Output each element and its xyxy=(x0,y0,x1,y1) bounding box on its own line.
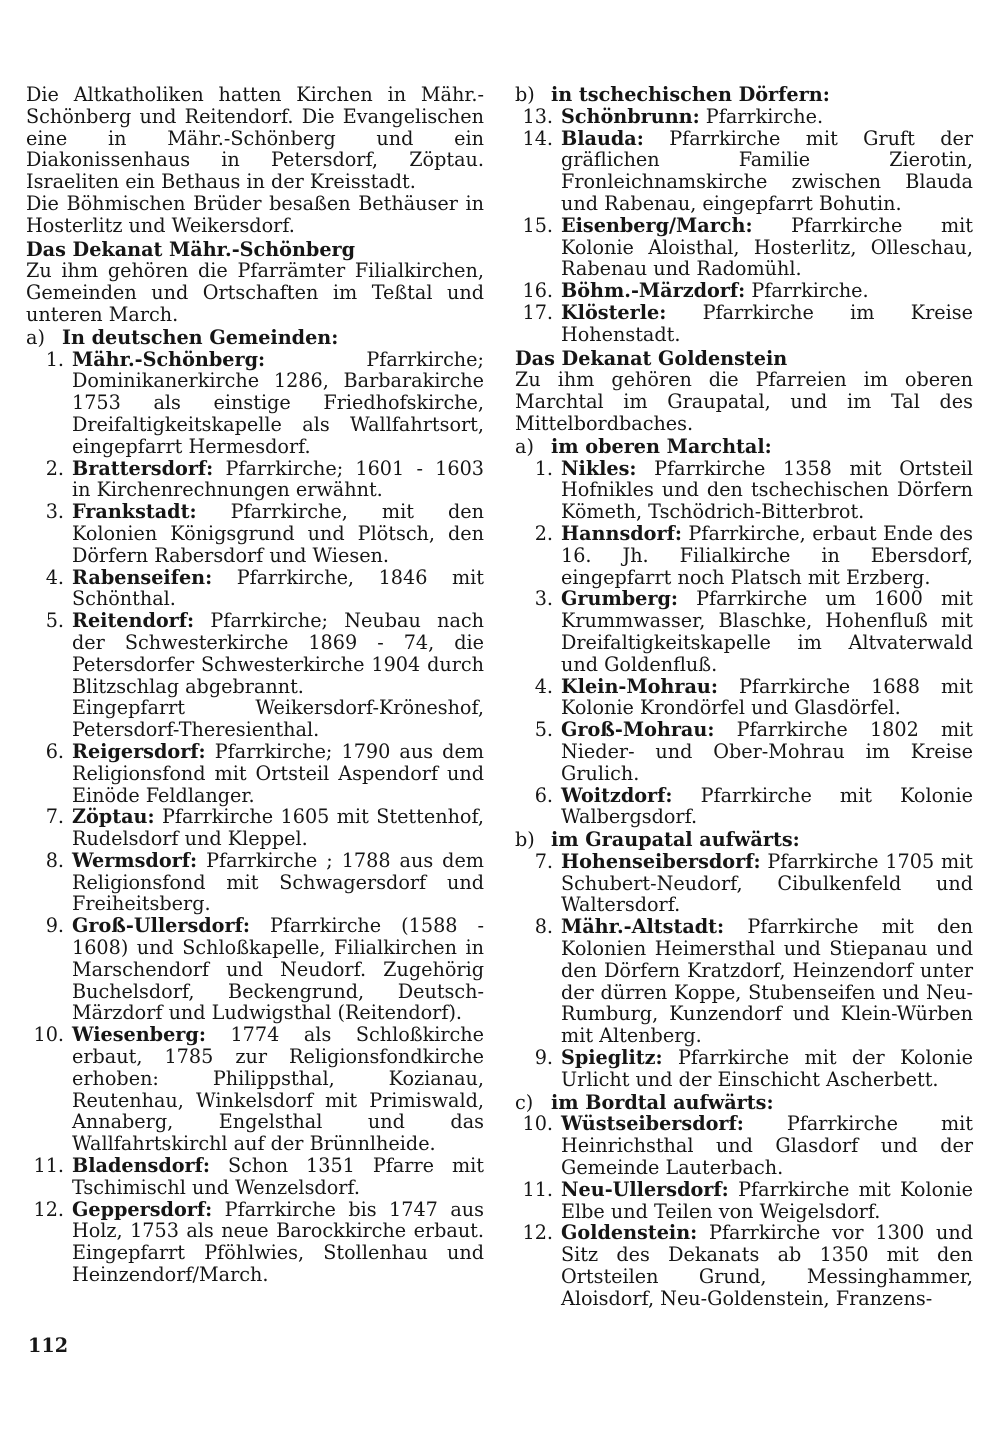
list-item xyxy=(26,458,484,502)
list-item xyxy=(515,523,973,588)
item-name: Mähr.-Altstadt: xyxy=(561,915,725,939)
item-text: Pfarrkirche, mit den Kolonien Königsgrund und Plötsch, den Dörfern Rabersdorf und Wiesen. xyxy=(72,500,484,567)
item-name: Klein-Mohrau: xyxy=(561,674,718,698)
left-column xyxy=(26,84,484,1286)
item-text: Pfarrkirche (1588 - 1608) und Schloßkapelle, Filialkirchen in Marschendorf und Neudorf. Zugehörig Buchelsdorf, Beckengrund, Deutsch-Märzdorf und Ludwigsthal (Reitendorf). xyxy=(72,914,484,1025)
item-number: 12. xyxy=(522,1221,553,1245)
list-item xyxy=(26,501,484,566)
section-intro: Zu ihm gehören die Pfarrämter Filialkirchen, Gemeinden und Ortschaften im Teßtal und unteren March. xyxy=(26,259,484,326)
item-text: Pfarrkirche 1688 mit Kolonie Krondörfel und Glasdörfel. xyxy=(561,674,973,720)
list-item xyxy=(515,128,973,215)
item-number: 12. xyxy=(33,1197,64,1221)
list-item xyxy=(515,302,973,346)
item-text: Pfarrkirche mit Kolonie Elbe und Teilen von Weigelsdorf. xyxy=(561,1177,973,1223)
item-number: 4. xyxy=(45,565,64,589)
item-name: Rabenseifen: xyxy=(72,565,213,589)
subsection-title: im oberen Marchtal: xyxy=(551,434,772,458)
list-item xyxy=(515,785,973,829)
item-text: Pfarrkirche 1358 mit Ortsteil Hofnikles und den tschechischen Dörfern Kömeth, Tschödrich-Bitterbrot. xyxy=(561,456,973,524)
item-name: Spieglitz: xyxy=(561,1046,663,1070)
item-text: Pfarrkirche bis 1747 aus Holz, 1753 als neue Barockkirche erbaut. Eingepfarrt Pföhlwies, Stollenhau und Heinzendorf/March. xyxy=(72,1197,484,1287)
item-name: Schönbrunn: xyxy=(561,104,700,128)
intro-paragraph: Die Altkatholiken hatten Kirchen in Mähr.-Schönberg und Reitendorf. Die Evangelischen eine in Mähr.-Schönberg und ein Diakonissenhaus in Petersdorf, Zöptau. Israeliten ein Bethaus in der Kreisstadt. xyxy=(26,83,484,194)
item-number: 5. xyxy=(45,609,64,633)
intro-paragraph-2: Die Böhmischen Brüder besaßen Bethäuser in Hosterlitz und Weikersdorf. xyxy=(26,191,484,237)
item-text: Pfarrkirche. xyxy=(745,279,869,303)
list-item xyxy=(515,1179,973,1223)
list-item xyxy=(515,106,973,128)
item-number: 6. xyxy=(534,783,553,807)
item-number: 1. xyxy=(45,347,64,371)
item-name: Groß-Mohrau: xyxy=(561,718,715,742)
item-number: 8. xyxy=(534,915,553,939)
item-number: 3. xyxy=(45,500,64,524)
subsection-title: In deutschen Gemeinden: xyxy=(62,325,339,349)
item-name: Eisenberg/March: xyxy=(561,213,753,237)
item-number: 9. xyxy=(534,1046,553,1070)
list-item xyxy=(26,1199,484,1286)
subsection-label: a) xyxy=(515,434,534,458)
item-text: Pfarrkirche. xyxy=(699,104,824,128)
item-name: Frankstadt: xyxy=(72,500,197,524)
list-item xyxy=(515,588,973,675)
item-number: 14. xyxy=(522,126,553,150)
subsection-label: b) xyxy=(515,83,535,106)
item-name: Wermsdorf: xyxy=(72,848,198,872)
item-number: 10. xyxy=(33,1023,64,1047)
list-item xyxy=(26,850,484,915)
item-text: Pfarrkirche; Neubau nach der Schwesterkirche 1869 - 74, die Petersdorfer Schwesterkirche 1904 durch Blitzschlag abgebrannt. xyxy=(72,609,484,698)
item-name: Goldenstein: xyxy=(561,1221,698,1245)
item-number: 2. xyxy=(45,456,64,480)
item-text: Pfarrkirche mit Heinrichsthal und Glasdorf und der Gemeinde Lauterbach. xyxy=(561,1112,973,1180)
item-name: Reigersdorf: xyxy=(72,739,206,763)
item-text: Schon 1351 Pfarre mit Tschimischl und Wenzelsdorf. xyxy=(72,1154,484,1199)
subsection-heading xyxy=(515,829,973,851)
section-heading: Das Dekanat Goldenstein xyxy=(515,346,788,370)
item-text: Pfarrkirche; 1790 aus dem Religionsfond mit Ortsteil Aspendorf und Einöde Feldlanger. xyxy=(72,739,484,807)
item-number: 11. xyxy=(522,1177,553,1201)
item-name: Hohenseibersdorf: xyxy=(561,849,761,873)
item-name: Groß-Ullersdorf: xyxy=(72,914,250,938)
item-text: Pfarrkirche; Dominikanerkirche 1286, Barbarakirche 1753 als einstige Friedhofskirche, Dreifaltigkeitskapelle als Wallfahrtsort, eingepfarrt Hermesdorf. xyxy=(72,347,484,458)
item-name: Reitendorf: xyxy=(72,609,195,633)
list-item xyxy=(26,567,484,611)
item-number: 4. xyxy=(534,674,553,698)
item-number: 7. xyxy=(534,849,553,873)
item-text: Pfarrkirche 1802 mit Nieder- und Ober-Mohrau im Kreise Grulich. xyxy=(561,718,973,785)
subsection-label: c) xyxy=(515,1090,534,1114)
subsection-title: im Bordtal aufwärts: xyxy=(551,1090,774,1114)
item-name: Bladensdorf: xyxy=(72,1154,210,1178)
right-column xyxy=(515,84,973,1310)
page-number: 112 xyxy=(28,1334,69,1357)
list-item xyxy=(26,349,484,458)
list-item xyxy=(515,1047,973,1091)
item-name: Wiesenberg: xyxy=(72,1023,206,1047)
item-name: Böhm.-Märzdorf: xyxy=(561,279,746,303)
list-item xyxy=(515,280,973,302)
item-name: Blauda: xyxy=(561,126,644,150)
item-number: 8. xyxy=(45,848,64,872)
item-text: Pfarrkirche mit Gruft der gräflichen Familie Zierotin, Fronleichnamskirche zwischen Blauda und Rabenau, eingepfarrt Bohutin. xyxy=(561,126,973,215)
item-number: 13. xyxy=(522,104,553,128)
subsection-heading xyxy=(515,84,973,106)
list-item xyxy=(515,215,973,280)
item-name: Woitzdorf: xyxy=(561,783,673,807)
subsection-title: in tschechischen Dörfern: xyxy=(551,83,830,106)
item-text: Pfarrkirche um 1600 mit Krummwasser, Blaschke, Hohenfluß mit Dreifaltigkeitskapelle im Altvaterwald und Goldenfluß. xyxy=(561,587,973,676)
item-text: Pfarrkirche, erbaut Ende des 16. Jh. Filialkirche in Ebersdorf, eingepfarrt noch Platsch mit Erzberg. xyxy=(561,521,973,589)
subsection-label: a) xyxy=(26,325,45,349)
item-text: Pfarrkirche mit der Kolonie Urlicht und der Einschicht Ascherbett. xyxy=(561,1046,973,1091)
item-text: Pfarrkirche im Kreise Hohenstadt. xyxy=(561,300,973,346)
section-intro: Zu ihm gehören die Pfarreien im oberen Marchtal im Graupatal, und im Tal des Mittelbordbaches. xyxy=(515,368,973,435)
item-text-continued: Eingepfarrt Weikersdorf-Kröneshof, Petersdorf-Theresienthal. xyxy=(72,696,484,742)
item-text: Pfarrkirche, 1846 mit Schönthal. xyxy=(72,565,484,611)
list-item xyxy=(515,458,973,523)
subsection-label: b) xyxy=(515,828,535,852)
item-text: Pfarrkirche 1605 mit Stettenhof, Rudelsdorf und Kleppel. xyxy=(72,805,484,851)
list-item xyxy=(515,676,973,720)
subsection-title: im Graupatal aufwärts: xyxy=(551,828,800,852)
list-item xyxy=(26,806,484,850)
item-number: 16. xyxy=(522,279,553,303)
item-number: 5. xyxy=(534,718,553,742)
list-item xyxy=(26,1155,484,1199)
subsection-heading xyxy=(515,1092,973,1114)
item-text: Pfarrkirche ; 1788 aus dem Religionsfond mit Schwagersdorf und Freiheitsberg. xyxy=(72,848,484,916)
item-number: 3. xyxy=(534,587,553,611)
item-text: Pfarrkirche; 1601 - 1603 in Kirchenrechnungen erwähnt. xyxy=(72,456,484,502)
item-number: 10. xyxy=(522,1112,553,1136)
subsection-heading xyxy=(26,327,484,349)
item-name: Brattersdorf: xyxy=(72,456,214,480)
list-item xyxy=(26,610,484,741)
item-name: Wüstseibersdorf: xyxy=(561,1112,744,1136)
item-number: 2. xyxy=(534,521,553,545)
list-item xyxy=(26,1024,484,1155)
item-text: Pfarrkirche 1705 mit Schubert-Neudorf, Cibulkenfeld und Waltersdorf. xyxy=(561,849,973,917)
item-number: 6. xyxy=(45,739,64,763)
item-number: 17. xyxy=(522,300,553,324)
item-name: Zöptau: xyxy=(72,805,155,829)
list-item xyxy=(26,915,484,1024)
item-text: Pfarrkirche mit Kolonie Aloisthal, Hosterlitz, Olleschau, Rabenau und Radomühl. xyxy=(561,213,973,281)
item-text: Pfarrkirche mit Kolonie Walbergsdorf. xyxy=(561,783,973,829)
item-number: 15. xyxy=(522,213,553,237)
subsection-heading xyxy=(515,436,973,458)
item-text: Pfarrkirche mit den Kolonien Heimersthal und Stiepanau und den Dörfern Kratzdorf, Heinzendorf unter der dürren Koppe, Stubenseifen und Neu-Rumburg, Kunzendorf und Klein-Würben mit Altenberg. xyxy=(561,915,973,1048)
item-name: Geppersdorf: xyxy=(72,1197,213,1221)
list-item xyxy=(515,719,973,784)
item-number: 11. xyxy=(33,1154,64,1178)
item-number: 7. xyxy=(45,805,64,829)
list-item xyxy=(515,916,973,1047)
item-name: Nikles: xyxy=(561,456,637,480)
list-item xyxy=(515,851,973,916)
list-item xyxy=(515,1222,973,1309)
item-name: Grumberg: xyxy=(561,587,678,611)
list-item xyxy=(26,741,484,806)
item-text: Pfarrkirche vor 1300 und Sitz des Dekanats ab 1350 mit den Ortsteilen Grund, Messinghammer, Aloisdorf, Neu-Goldenstein, Franzens- xyxy=(561,1221,973,1310)
list-item xyxy=(515,1113,973,1178)
item-name: Klösterle: xyxy=(561,300,667,324)
item-name: Mähr.-Schönberg: xyxy=(72,347,266,371)
item-number: 9. xyxy=(45,914,64,938)
item-number: 1. xyxy=(534,456,553,480)
section-heading: Das Dekanat Mähr.-Schönberg xyxy=(26,237,356,261)
item-text: 1774 als Schloßkirche erbaut, 1785 zur Religionsfondkirche erhoben: Philippsthal, Kozianau, Reutenhau, Winkelsdorf mit Primiswald, Annaberg, Engelsthal und das Wallfahrtskirchl auf der Brünnlheide. xyxy=(72,1023,484,1156)
item-name: Neu-Ullersdorf: xyxy=(561,1177,729,1201)
item-name: Hannsdorf: xyxy=(561,521,682,545)
